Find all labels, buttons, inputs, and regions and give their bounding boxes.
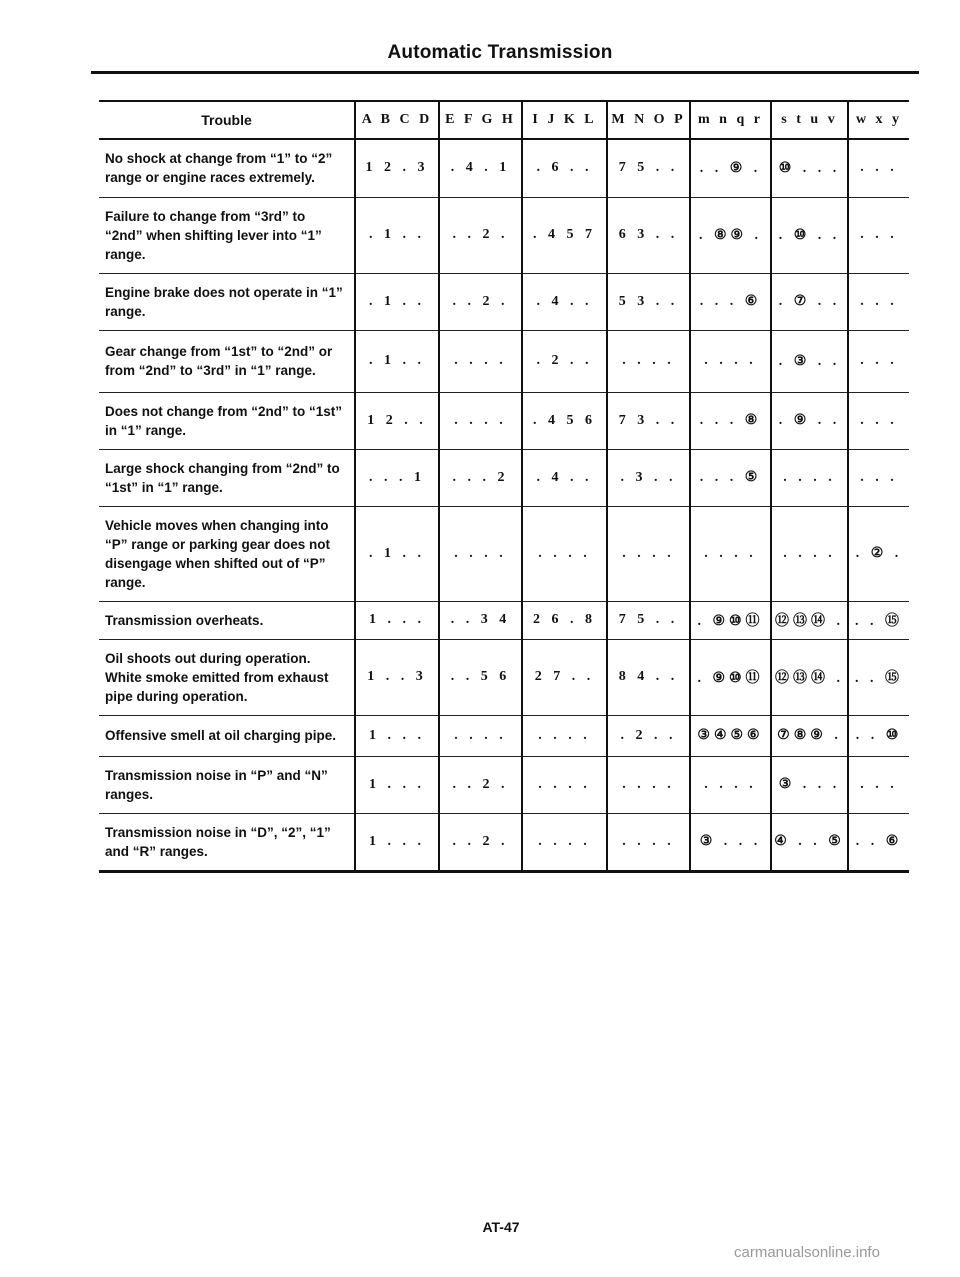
page-title: Automatic Transmission <box>387 42 613 63</box>
table-cell: . . . . <box>690 330 771 392</box>
table-cell: . . . <box>848 449 909 506</box>
column-header-abcd: A B C D <box>355 101 439 139</box>
table-cell: ⑩ . . . <box>771 139 848 197</box>
table-cell: . ⑨ . . <box>771 392 848 449</box>
table-cell: . . . <box>848 197 909 273</box>
table-cell: . 2 . . <box>607 715 690 756</box>
table-cell: . ② . <box>848 506 909 601</box>
table-cell: ⑫⑬⑭ . <box>771 639 848 715</box>
table-cell: . ③ . . <box>771 330 848 392</box>
table-cell: . . . <box>848 330 909 392</box>
table-cell: . . 2 . <box>439 197 522 273</box>
table-cell: . . . . <box>771 506 848 601</box>
table-cell: . . ⑩ <box>848 715 909 756</box>
table-cell: . . . 1 <box>355 449 439 506</box>
table-cell: . . . . <box>690 756 771 813</box>
trouble-description: Large shock changing from “2nd” to “1st” in “1” range. <box>99 449 355 506</box>
trouble-description: Offensive smell at oil charging pipe. <box>99 715 355 756</box>
table-cell: . ⑨⑩⑪ <box>690 601 771 639</box>
table-cell: . ⑧⑨ . <box>690 197 771 273</box>
column-header-mnqr: m n q r <box>690 101 771 139</box>
table-cell: 7 5 . . <box>607 139 690 197</box>
table-cell: 5 3 . . <box>607 273 690 330</box>
table-cell: ④ . . ⑤ <box>771 813 848 871</box>
table-cell: 7 5 . . <box>607 601 690 639</box>
table-cell: 2 7 . . <box>522 639 607 715</box>
table-cell: ③④⑤⑥ <box>690 715 771 756</box>
table-row <box>99 273 909 330</box>
table-cell: . ⑨⑩⑪ <box>690 639 771 715</box>
table-cell: . 4 5 6 <box>522 392 607 449</box>
table-cell: . . . . <box>522 756 607 813</box>
table-cell: . 4 . . <box>522 273 607 330</box>
table-cell: . . 5 6 <box>439 639 522 715</box>
column-header-stuv: s t u v <box>771 101 848 139</box>
table-row <box>99 197 909 273</box>
trouble-description: Transmission noise in “D”, “2”, “1” and “R” ranges. <box>99 813 355 871</box>
table-cell: . . . . <box>607 756 690 813</box>
table-cell: . . . . <box>522 506 607 601</box>
table-cell: 6 3 . . <box>607 197 690 273</box>
table-cell: . ⑩ . . <box>771 197 848 273</box>
trouble-description: Transmission noise in “P” and “N” ranges. <box>99 756 355 813</box>
column-header-efgh: E F G H <box>439 101 522 139</box>
table-cell: . . 2 . <box>439 756 522 813</box>
table-cell: . 1 . . <box>355 506 439 601</box>
table-header-row <box>99 101 909 139</box>
table-cell: . 4 . 1 <box>439 139 522 197</box>
table-cell: . . . . <box>439 506 522 601</box>
table-cell: . 4 5 7 <box>522 197 607 273</box>
table-cell: . . . ⑥ <box>690 273 771 330</box>
table-cell: 7 3 . . <box>607 392 690 449</box>
table-cell: . . . . <box>439 715 522 756</box>
table-row <box>99 506 909 601</box>
trouble-description: Failure to change from “3rd” to “2nd” when shifting lever into “1” range. <box>99 197 355 273</box>
table-cell: . . . . <box>771 449 848 506</box>
title-rule <box>91 71 919 74</box>
table-cell: 8 4 . . <box>607 639 690 715</box>
table-row <box>99 139 909 197</box>
table-cell: . . . <box>848 392 909 449</box>
table-row <box>99 601 909 639</box>
table-cell: 2 6 . 8 <box>522 601 607 639</box>
table-cell: ③ . . . <box>690 813 771 871</box>
table-row <box>99 449 909 506</box>
table-cell: . . . . <box>607 813 690 871</box>
trouble-description: Does not change from “2nd” to “1st” in “1” range. <box>99 392 355 449</box>
table-cell: 1 . . . <box>355 756 439 813</box>
watermark: carmanualsonline.info <box>734 1244 880 1261</box>
table-cell: . . 2 . <box>439 813 522 871</box>
trouble-description: Vehicle moves when changing into “P” range or parking gear does not disengage when shifted out of “P” range. <box>99 506 355 601</box>
table-cell: . . ⑮ <box>848 639 909 715</box>
table-cell: 1 . . . <box>355 813 439 871</box>
column-header-mnop: M N O P <box>607 101 690 139</box>
table-cell: . . . ⑧ <box>690 392 771 449</box>
table-cell: . . . <box>848 273 909 330</box>
table-cell: . . 3 4 <box>439 601 522 639</box>
trouble-description: Transmission overheats. <box>99 601 355 639</box>
column-header-wxy: w x y <box>848 101 909 139</box>
table-cell: . 1 . . <box>355 273 439 330</box>
column-header-ijkl: I J K L <box>522 101 607 139</box>
trouble-description: Gear change from “1st” to “2nd” or from “2nd” to “3rd” in “1” range. <box>99 330 355 392</box>
table-cell: . ⑦ . . <box>771 273 848 330</box>
table-row <box>99 639 909 715</box>
table-row <box>99 715 909 756</box>
table-row <box>99 813 909 871</box>
table-cell: ⑦⑧⑨ . <box>771 715 848 756</box>
table-cell: . 1 . . <box>355 197 439 273</box>
table-cell: . . 2 . <box>439 273 522 330</box>
table-cell: 1 . . 3 <box>355 639 439 715</box>
trouble-description: Oil shoots out during operation. White smoke emitted from exhaust pipe during operation. <box>99 639 355 715</box>
table-cell: . . ⑨ . <box>690 139 771 197</box>
table-cell: . 4 . . <box>522 449 607 506</box>
table-body <box>99 139 909 871</box>
table-cell: . . . . <box>439 330 522 392</box>
table-cell: . . . . <box>690 506 771 601</box>
table-cell: . . . <box>848 139 909 197</box>
table-cell: . . ⑮ <box>848 601 909 639</box>
table-row <box>99 756 909 813</box>
table-row <box>99 392 909 449</box>
table-cell: . 6 . . <box>522 139 607 197</box>
table-cell: . 2 . . <box>522 330 607 392</box>
table-cell: 1 . . . <box>355 715 439 756</box>
table-cell: . 3 . . <box>607 449 690 506</box>
table-cell: . . . . <box>439 392 522 449</box>
table-cell: 1 2 . 3 <box>355 139 439 197</box>
table-cell: . . . . <box>607 506 690 601</box>
table-cell: 1 2 . . <box>355 392 439 449</box>
table-cell: . . . . <box>522 813 607 871</box>
trouble-diagnosis-table <box>99 100 909 873</box>
table-cell: . . . ⑤ <box>690 449 771 506</box>
table-cell: 1 . . . <box>355 601 439 639</box>
trouble-column-header: Trouble <box>99 101 355 139</box>
table-cell: . . . . <box>522 715 607 756</box>
table-cell: . . . <box>848 756 909 813</box>
table-row <box>99 330 909 392</box>
table-cell: . 1 . . <box>355 330 439 392</box>
trouble-description: No shock at change from “1” to “2” range or engine races extremely. <box>99 139 355 197</box>
table-cell: . . ⑥ <box>848 813 909 871</box>
table-cell: . . . . <box>607 330 690 392</box>
table-cell: . . . 2 <box>439 449 522 506</box>
trouble-description: Engine brake does not operate in “1” range. <box>99 273 355 330</box>
table-cell: ③ . . . <box>771 756 848 813</box>
page-number: AT-47 <box>482 1219 520 1235</box>
table-cell: ⑫⑬⑭ . <box>771 601 848 639</box>
